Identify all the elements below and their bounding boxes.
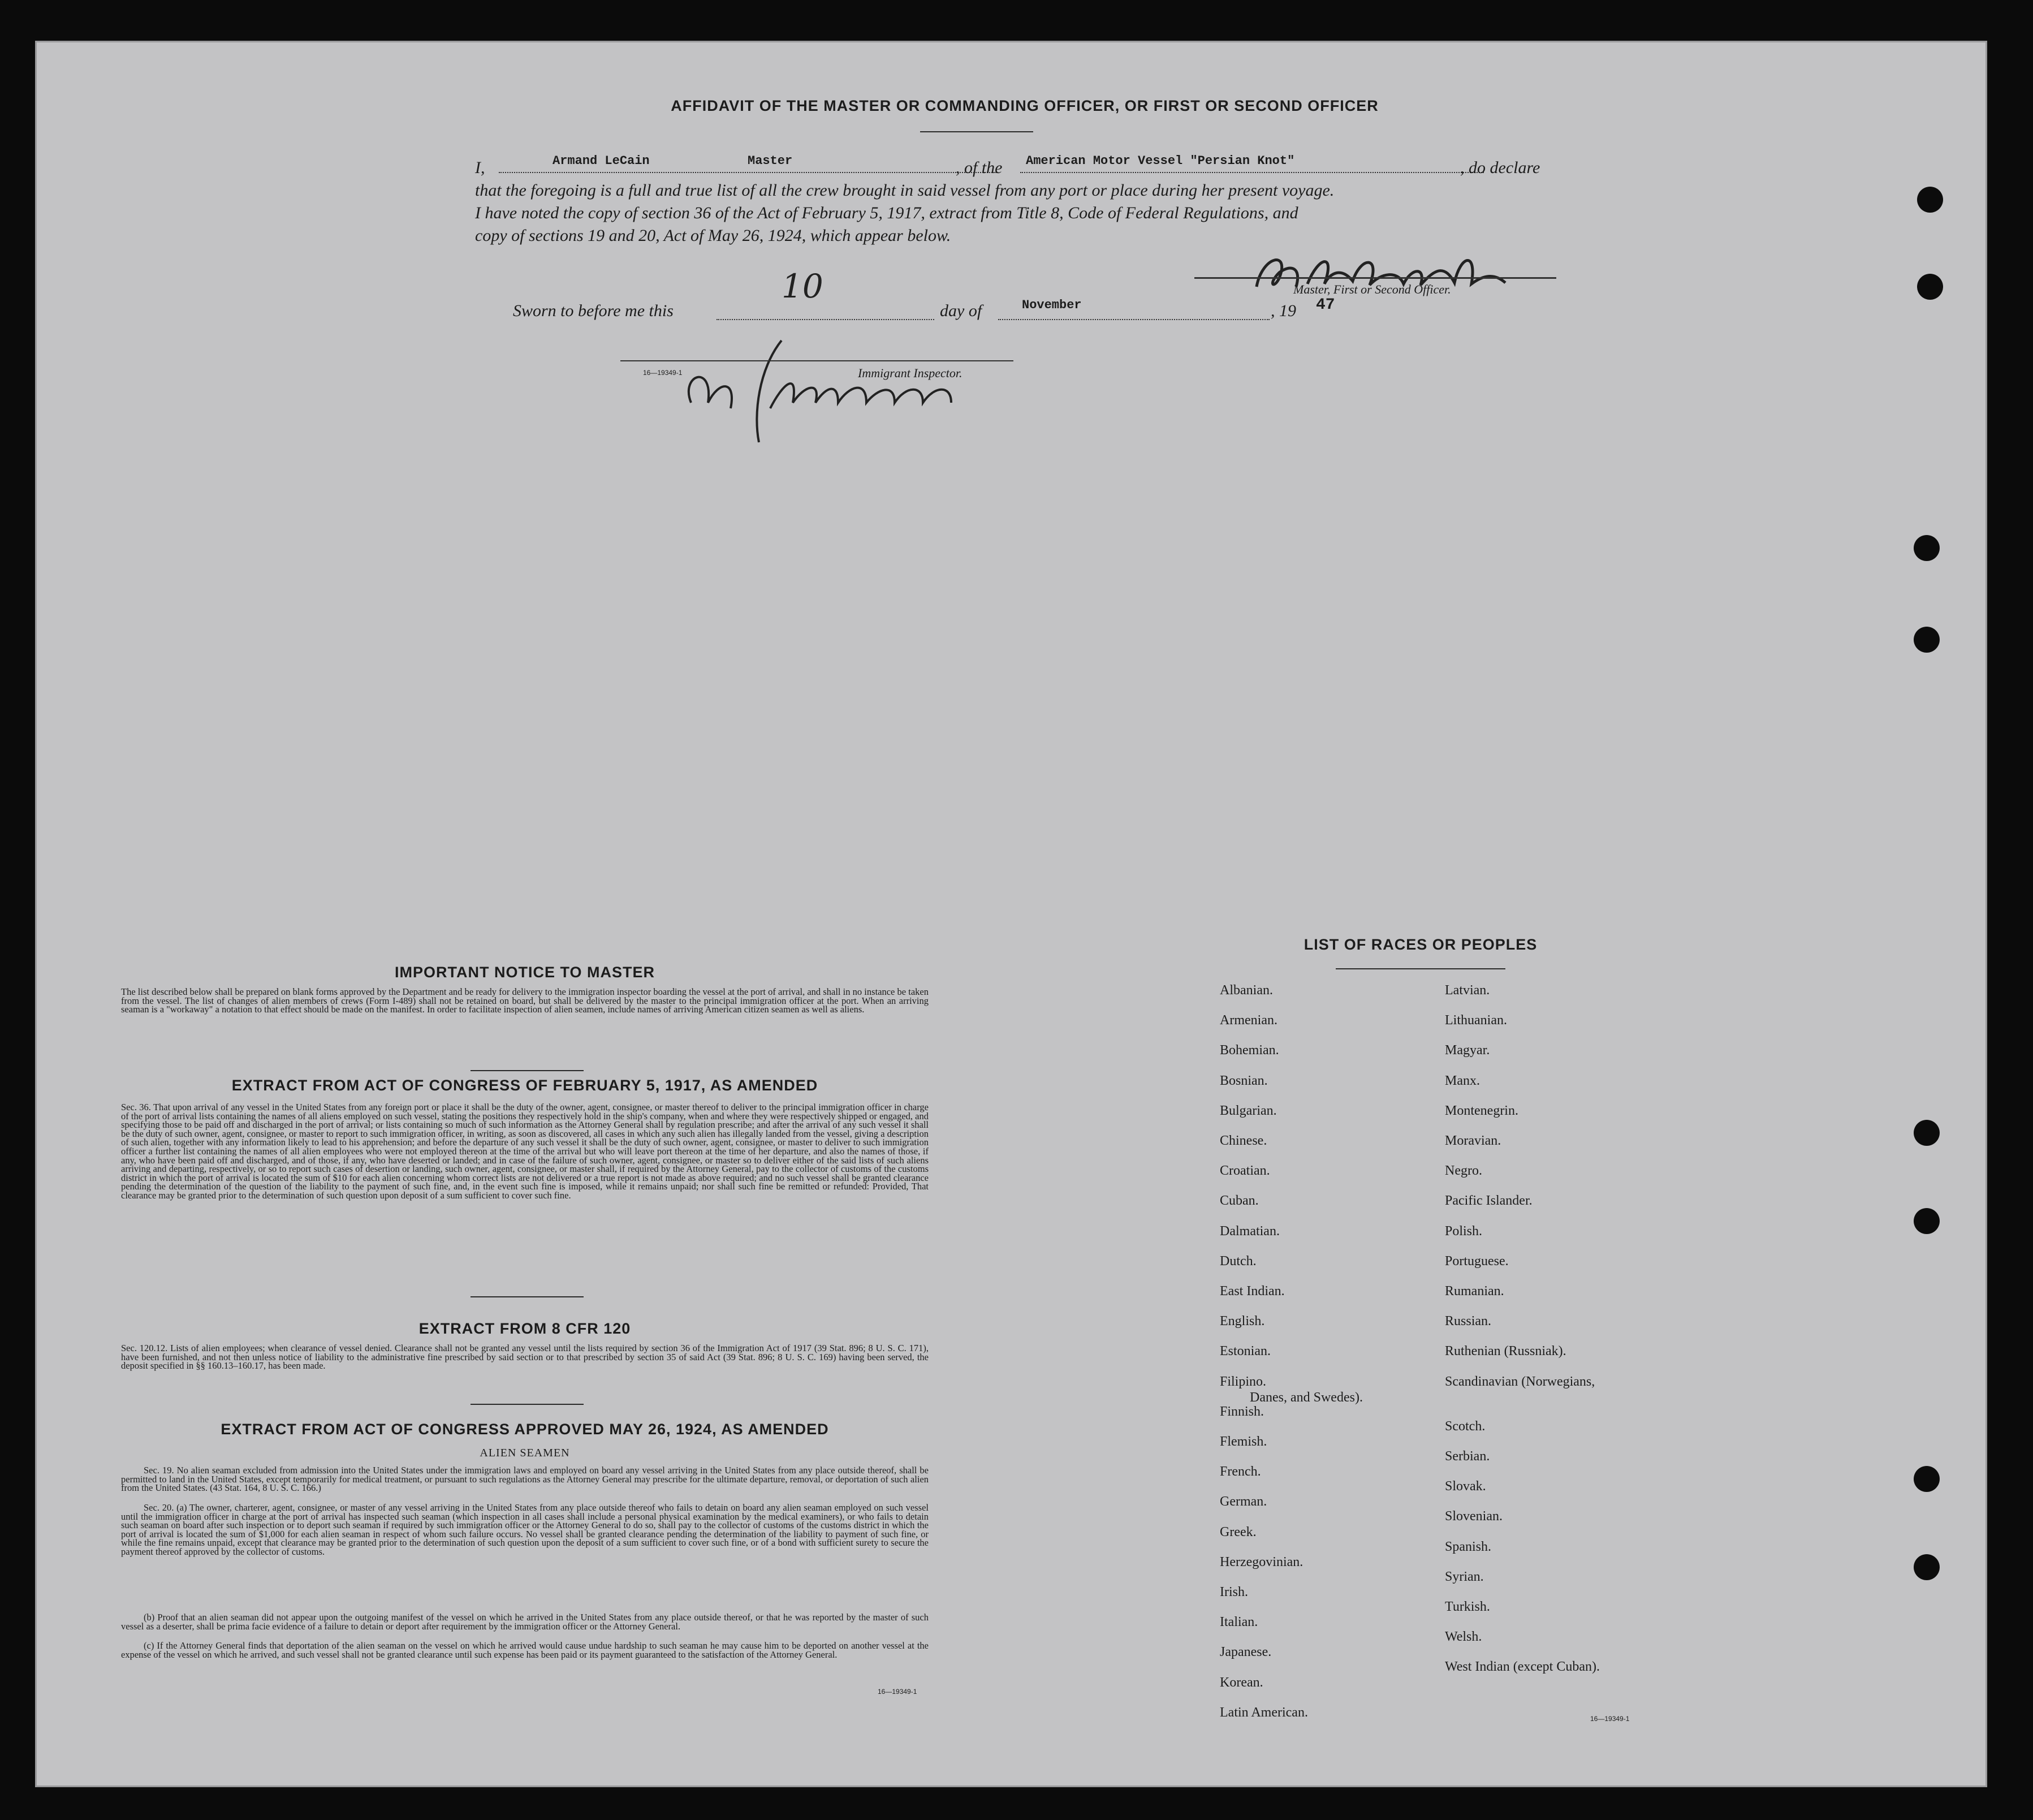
race-item: Dalmatian.	[1220, 1223, 1280, 1239]
vessel-field	[1020, 171, 1484, 173]
race-item: Irish.	[1220, 1585, 1248, 1599]
race-item: Portuguese.	[1445, 1253, 1509, 1269]
race-item: German.	[1220, 1494, 1267, 1510]
race-item: Croatian.	[1220, 1163, 1270, 1179]
race-item: Estonian.	[1220, 1344, 1271, 1359]
extract1924-subtitle: ALIEN SEAMEN	[480, 1447, 570, 1459]
notice-title: IMPORTANT NOTICE TO MASTER	[395, 964, 655, 981]
form-number-races: 16—19349-1	[1590, 1715, 1630, 1723]
punch-hole	[1914, 1554, 1940, 1580]
inspector-caption: Immigrant Inspector.	[858, 366, 962, 380]
race-item: Serbian.	[1445, 1449, 1490, 1464]
punch-hole	[1914, 1208, 1940, 1234]
race-item: Ruthenian (Russniak).	[1445, 1344, 1566, 1359]
extract1924-sec19: Sec. 19. No alien seaman excluded from admission into the United States under the immigration laws and employed on board any vessel arriving in the United States from any place outside thereof, shall be permitted to land in the United States, except temporarily for medical treatment, or pursuant to such regulations as the Attorney General may prescribe for the ultimate departure, removal, or deportation of such alien from the United States. (43 Stat. 164, 8 U. S. C. 166.)	[121, 1465, 929, 1494]
affidavit-line3: I have noted the copy of section 36 of the Act of February 5, 1917, extract from Title 8, Code of Federal Regulations, and	[475, 204, 1298, 222]
punch-hole	[1917, 187, 1943, 213]
race-item: Lithuanian.	[1445, 1013, 1507, 1028]
races-title: LIST OF RACES OR PEOPLES	[1303, 936, 1538, 953]
punch-hole	[1914, 1120, 1940, 1146]
race-item: Filipino.	[1220, 1374, 1267, 1389]
officer-rank: Master	[748, 154, 793, 168]
punch-hole	[1917, 274, 1943, 300]
races-title-rule	[1336, 968, 1505, 969]
affidavit-title: AFFIDAVIT OF THE MASTER OR COMMANDING OFFICER, OR FIRST OR SECOND OFFICER	[671, 97, 1379, 114]
race-item: Syrian.	[1445, 1569, 1484, 1584]
race-item: Welsh.	[1445, 1629, 1482, 1645]
race-item: Italian.	[1220, 1615, 1258, 1630]
race-item: Greek.	[1220, 1524, 1257, 1539]
day-of-label: day of	[940, 301, 982, 320]
race-item: English.	[1220, 1314, 1265, 1329]
race-item: Armenian.	[1220, 1013, 1277, 1028]
race-item: Slovenian.	[1445, 1509, 1503, 1524]
section-divider	[471, 1070, 584, 1071]
punch-hole	[1914, 627, 1940, 653]
race-item: Latin American.	[1220, 1705, 1308, 1720]
race-item: Russian.	[1445, 1314, 1492, 1329]
form-number-top: 16—19349-1	[643, 369, 683, 377]
race-item: Rumanian.	[1445, 1284, 1504, 1299]
vessel-name: American Motor Vessel "Persian Knot"	[1026, 154, 1295, 168]
punch-hole	[1914, 535, 1940, 561]
extract1924-sec20b: (b) Proof that an alien seaman did not appear upon the outgoing manifest of the vessel on which he arrived in the United States from any place outside thereof, or that he was reported by the master of such vessel as a deserter, shall be prima facie evidence of a failure to detain or deport after requirement by the immigration officer or the Attorney General.	[121, 1612, 929, 1632]
extract1924-sec20c: (c) If the Attorney General finds that deportation of the alien seaman on the vessel on which he arrived would cause undue hardship to such seaman he may cause him to be deported on another vessel at the expense of the vessel on which he arrived, and such vessel shall not be granted clearance until such expense has been paid or its payment guaranteed to the satisfaction of the Attorney General.	[121, 1640, 929, 1660]
month-value: November	[1022, 298, 1082, 312]
affidavit-line2: that the foregoing is a full and true list of all the crew brought in said vessel from any port or place during her present voyage.	[475, 181, 1335, 200]
extractCFR-title: EXTRACT FROM 8 CFR 120	[418, 1320, 631, 1337]
punch-hole	[1914, 1466, 1940, 1492]
race-item: Slovak.	[1445, 1479, 1486, 1494]
race-item: Bohemian.	[1220, 1043, 1279, 1058]
officer-field	[499, 171, 996, 173]
sworn-label: Sworn to before me this	[513, 301, 674, 320]
race-item: Moravian.	[1445, 1133, 1501, 1148]
section-divider	[471, 1404, 584, 1405]
of-the-label: , of the	[956, 158, 1003, 177]
officer-name: Armand LeCain	[553, 154, 650, 168]
race-item: Herzegovinian.	[1220, 1554, 1303, 1569]
form-number-bottom-left: 16—19349-1	[878, 1688, 917, 1696]
extract1924-title: EXTRACT FROM ACT OF CONGRESS APPROVED MAY 26, 1924, AS AMENDED	[221, 1421, 829, 1438]
race-item: Cuban.	[1220, 1193, 1259, 1209]
extract1924-sec20a: Sec. 20. (a) The owner, charterer, agent, consignee, or master of any vessel arriving in the United States from any place outside thereof who fails to detain on board any alien seaman employed on such vessel until the immigration officer in charge at the port of arrival has inspected such seaman (which inspection in all cases shall include a personal physical examination by the medical examiners), or who fails to detain such seaman on board after such inspection or to deport such seaman if required by such immigration officer or the Attorney General to do so, shall pay to the collector of customs of the customs district in which the port of arrival is located the sum of $1,000 for each alien seaman in respect of whom such failure occurs. No vessel shall be granted clearance pending the determination of the liability to payment of such fine, or while the fine remains unpaid, except that clearance may be granted prior to the determination of such question upon the deposit of a sum sufficient to cover such fine, or of a bond with sufficient surety to secure the payment thereof approved by the collector of customs.	[121, 1502, 929, 1557]
race-item: Polish.	[1445, 1223, 1483, 1239]
year-prefix: , 19	[1271, 301, 1296, 320]
race-item: Flemish.	[1220, 1434, 1267, 1449]
i-label: I,	[475, 158, 485, 177]
year-value: 47	[1316, 296, 1335, 314]
race-item: Spanish.	[1445, 1539, 1492, 1554]
race-item: Latvian.	[1445, 983, 1490, 998]
day-value: 10	[782, 267, 823, 305]
notice-body: The list described below shall be prepared on blank forms approved by the Department and be ready for delivery to the immigration inspector boarding the vessel at the port of arrival, and shall in no instance be taken from the vessel. The list of changes of alien members of crews (Form I-489) shall not be retained on board, but shall be delivered by the master to the principal immigration officer at the port. When an arriving seaman is a "workaway" a notation to that effect should be made on the manifest. In order to facilitate inspection of alien seamen, include names of arriving American citizen seamen as well as aliens.	[121, 986, 929, 1015]
race-item: Turkish.	[1445, 1599, 1490, 1614]
extract1917-body: Sec. 36. That upon arrival of any vessel in the United States from any foreign port or place it shall be the duty of the owner, agent, consignee, or master thereof to deliver to the principal immigration officer in charge of the port of arrival lists containing the names of all aliens employed on such vessel, stating the positions they respectively hold in the ship's company, when and where they were respectively shipped or engaged, and specifying those to be paid off and discharged in the port of arrival; or lists containing so much of such information as the Attorney General shall by regulation prescribe; and after the arrival of any such vessel it shall be the duty of such owner, agent, consignee, or master to report to such immigration officer, in writing, as soon as discovered, all cases in which any such alien has illegally landed from the vessel, giving a description of such alien, together with any information likely to lead to his apprehension; and before the departure of any such vessel it shall be the duty of such owner, agent, consignee, or master to deliver to such immigration officer a further list containing the names of all alien employees who were not employed thereon at the time of the arrival but who will leave port thereon at the time of her departure, and also the names of those, if any, who have been paid off and discharged, and of those, if any, who have deserted or landed; and in case of the failure of such owner, agent, consignee, or master so to deliver either of the said lists of such aliens arriving and departing, respectively, or so to report such cases of desertion or landing, such owner, agent, consignee, or master shall, if required by the Attorney General, pay to the collector of customs of the customs district in which the port of arrival is located the sum of $10 for each alien concerning whom correct lists are not delivered or a true report is not made as above required; and no such vessel shall be granted clearance pending the determination of the question of the liability to the payment of such fine, and, in the event such fine is imposed, while it remains unpaid; nor shall such fine be remitted or refunded: Provided, That clearance may be granted prior to the determination of such question upon deposit of a sum sufficient to cover such fine.	[121, 1102, 929, 1201]
race-item: Dutch.	[1220, 1253, 1257, 1269]
month-field	[998, 318, 1270, 320]
race-item: West Indian (except Cuban).	[1445, 1659, 1600, 1675]
master-caption: Master, First or Second Officer.	[1293, 282, 1451, 296]
race-item: East Indian.	[1220, 1284, 1285, 1299]
race-item: Magyar.	[1445, 1043, 1490, 1058]
race-item: Bosnian.	[1220, 1073, 1268, 1088]
extractCFR-body: Sec. 120.12. Lists of alien employees; when clearance of vessel denied. Clearance shall not be granted any vessel until the lists required by section 36 of the Immigration Act of 1917 (39 Stat. 896; 8 U. S. C. 171), have been furnished, and not then unless notice of liability to the administrative fine prescribed by said section or to that prescribed by section 35 of said Act (39 Stat. 896; 8 U. S. C. 169) having been served, the deposit specified in §§ 160.13–160.17, has been made.	[121, 1343, 929, 1372]
race-item: Danes, and Swedes).	[1250, 1390, 1363, 1405]
race-item: Albanian.	[1220, 983, 1273, 998]
race-item: French.	[1220, 1464, 1261, 1480]
race-item: Negro.	[1445, 1163, 1482, 1179]
title-rule	[920, 131, 1033, 132]
race-item: Montenegrin.	[1445, 1103, 1518, 1118]
race-item: Manx.	[1445, 1073, 1480, 1088]
affidavit-line4: copy of sections 19 and 20, Act of May 26, 1924, which appear below.	[475, 226, 951, 245]
race-item: Chinese.	[1220, 1133, 1267, 1148]
do-declare-label: , do declare	[1460, 158, 1540, 177]
race-item: Bulgarian.	[1220, 1103, 1277, 1118]
race-item: Japanese.	[1220, 1645, 1272, 1660]
form-sheet	[35, 41, 1987, 1787]
race-item: Finnish.	[1220, 1404, 1264, 1419]
inspector-signature	[668, 318, 1019, 448]
section-divider	[471, 1296, 584, 1297]
race-item: Scandinavian (Norwegians,	[1445, 1374, 1595, 1389]
race-item: Scotch.	[1445, 1418, 1486, 1434]
inspector-signature-line	[620, 360, 1013, 361]
race-item: Pacific Islander.	[1445, 1193, 1533, 1209]
extract1917-title: EXTRACT FROM ACT OF CONGRESS OF FEBRUARY 5, 1917, AS AMENDED	[231, 1077, 818, 1094]
race-item: Korean.	[1220, 1675, 1263, 1690]
